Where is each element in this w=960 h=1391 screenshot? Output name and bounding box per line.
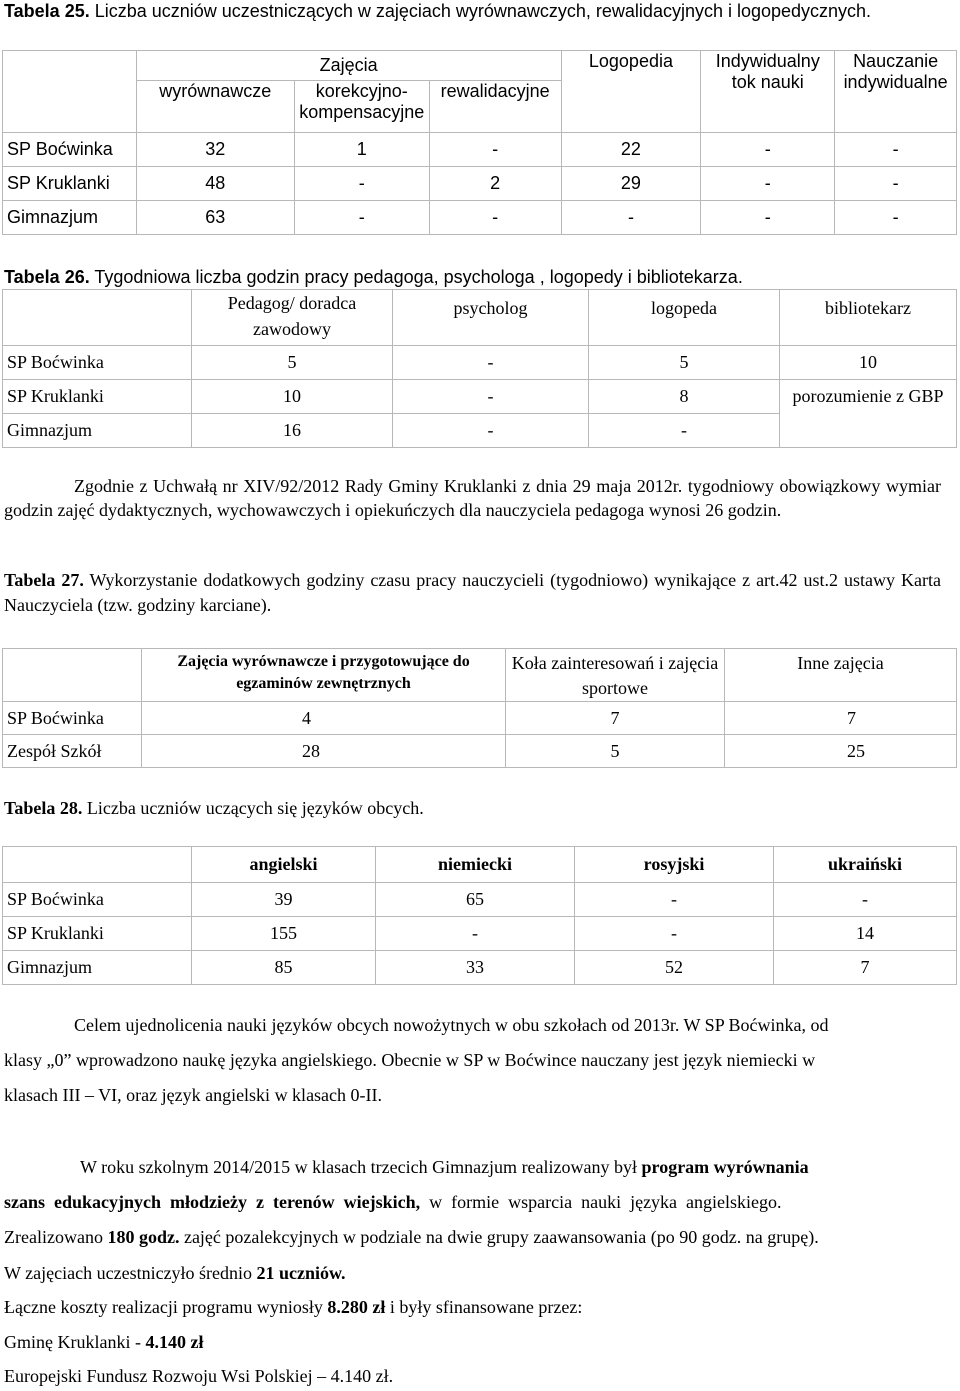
table-25 xyxy=(2,50,957,235)
table-27 xyxy=(2,648,957,768)
cell: 7 xyxy=(725,702,957,735)
table-row xyxy=(3,133,957,167)
bold-text: 180 godz. xyxy=(107,1227,180,1247)
header-pedagog: Pedagog/ doradca zawodowy xyxy=(192,290,393,346)
caption-label: Tabela 27. xyxy=(4,570,84,590)
cell: - xyxy=(429,201,561,235)
cell: 16 xyxy=(192,414,393,448)
header-rewalidacyjne: rewalidacyjne xyxy=(429,81,561,133)
paragraph-program-line-7: Europejski Fundusz Rozwoju Wsi Polskiej – 4.140 zł. xyxy=(4,1366,394,1386)
table-row xyxy=(3,346,957,380)
cell: 22 xyxy=(561,133,701,167)
paragraph-uchwala: Zgodnie z Uchwałą nr XIV/92/2012 Rady Gminy Kruklanki z dnia 29 maja 2012r. tygodniowy obowiązkowy wymiar godzin zajęć dydaktycznych, wychowawczych i opiekuńczych dla nauczyciela pedagoga wynosi 26 godzin. xyxy=(4,476,941,520)
header-zajecia: Zajęcia xyxy=(136,51,561,81)
cell: - xyxy=(835,133,957,167)
cell: - xyxy=(589,414,780,448)
row-label: SP Kruklanki xyxy=(3,167,137,201)
cell: 29 xyxy=(561,167,701,201)
table-corner xyxy=(3,649,142,702)
cell: - xyxy=(835,201,957,235)
header-logopeda: logopeda xyxy=(589,290,780,346)
table-row xyxy=(3,735,957,768)
cell: - xyxy=(376,917,575,951)
paragraph-jezyki-line-1: Celem ujednolicenia nauki języków obcych nowożytnych w obu szkołach od 2013r. W SP Boćwinka, od xyxy=(74,1015,829,1035)
bold-text: program wyrównania xyxy=(641,1157,809,1177)
bold-text: 4.140 zł xyxy=(145,1332,204,1352)
cell: 10 xyxy=(192,380,393,414)
paragraph-program-line-2 xyxy=(4,1190,782,1214)
table-row xyxy=(3,883,957,917)
text: i były sfinansowane przez: xyxy=(385,1297,583,1317)
cell: 28 xyxy=(142,735,506,768)
text: Łączne koszty realizacji programu wyniosły xyxy=(4,1297,328,1317)
header-kola-zainteresowan: Koła zainteresowań i zajęcia sportowe xyxy=(506,649,725,702)
cell: 52 xyxy=(575,951,774,985)
text: W zajęciach uczestniczyło średnio xyxy=(4,1263,257,1283)
header-inne-zajecia: Inne zajęcia xyxy=(725,649,957,702)
cell: - xyxy=(701,201,835,235)
table-row xyxy=(3,167,957,201)
cell: - xyxy=(701,133,835,167)
paragraph-program-line-3 xyxy=(4,1225,819,1249)
table-row xyxy=(3,380,957,414)
paragraph-jezyki-line-2: klasy „0” wprowadzono naukę języka angielskiego. Obecnie w SP w Boćwince nauczany jest język niemiecki w xyxy=(4,1050,816,1070)
table-25-caption xyxy=(4,0,944,23)
text: Gminę Kruklanki - xyxy=(4,1332,146,1352)
cell: - xyxy=(774,883,957,917)
caption-label: Tabela 26. xyxy=(4,267,90,287)
caption-text: Tygodniowa liczba godzin pracy pedagoga, psychologa , logopedy i bibliotekarza. xyxy=(89,267,743,287)
paragraph-program-line-6 xyxy=(4,1330,203,1354)
header-bibliotekarz: bibliotekarz xyxy=(780,290,957,346)
paragraph-program-line-5 xyxy=(4,1295,582,1319)
cell: 14 xyxy=(774,917,957,951)
merged-cell: porozumienie z GBP xyxy=(780,380,957,448)
text: W roku szkolnym 2014/2015 w klasach trzecich Gimnazjum realizowany był xyxy=(80,1157,642,1177)
cell: 4 xyxy=(142,702,506,735)
bold-text: szans edukacyjnych młodzieży z terenów wiejskich, xyxy=(4,1192,421,1212)
cell: 65 xyxy=(376,883,575,917)
table-corner xyxy=(3,51,137,133)
cell: - xyxy=(294,201,429,235)
text: zajęć pozalekcyjnych w podziale na dwie grupy zaawansowania (po 90 godz. na grupę). xyxy=(179,1227,819,1247)
header-angielski: angielski xyxy=(192,847,376,883)
row-label: SP Kruklanki xyxy=(3,917,192,951)
cell: - xyxy=(429,133,561,167)
cell: 32 xyxy=(136,133,294,167)
caption-label: Tabela 28. xyxy=(4,798,83,818)
cell: 25 xyxy=(725,735,957,768)
header-logopedia: Logopedia xyxy=(561,51,701,133)
cell: - xyxy=(575,917,774,951)
caption-label: Tabela 25. xyxy=(4,1,90,21)
header-zajecia-wyrownawcze: Zajęcia wyrównawcze i przygotowujące do egzaminów zewnętrznych xyxy=(142,649,506,702)
cell: - xyxy=(294,167,429,201)
cell: 10 xyxy=(780,346,957,380)
table-row xyxy=(3,702,957,735)
table-28-caption xyxy=(4,796,424,820)
row-label: SP Kruklanki xyxy=(3,380,192,414)
header-niemiecki: niemiecki xyxy=(376,847,575,883)
table-26 xyxy=(2,289,957,448)
table-row xyxy=(3,951,957,985)
row-label: Zespół Szkół xyxy=(3,735,142,768)
table-26-caption xyxy=(4,266,743,289)
cell: 63 xyxy=(136,201,294,235)
cell: 39 xyxy=(192,883,376,917)
text: Zrealizowano xyxy=(4,1227,108,1247)
table-corner xyxy=(3,847,192,883)
row-label: SP Boćwinka xyxy=(3,702,142,735)
cell: 5 xyxy=(506,735,725,768)
cell: 7 xyxy=(506,702,725,735)
caption-text: Wykorzystanie dodatkowych godziny czasu pracy nauczycieli (tygodniowo) wynikające z art.42 ust.2 ustawy Karta Nauczyciela (tzw. godziny karciane). xyxy=(4,570,941,615)
cell: 2 xyxy=(429,167,561,201)
text: w formie wsparcia nauki języka angielskiego. xyxy=(420,1192,782,1212)
table-27-caption xyxy=(4,568,941,618)
row-label: Gimnazjum xyxy=(3,951,192,985)
cell: 1 xyxy=(294,133,429,167)
table-row xyxy=(3,917,957,951)
cell: 48 xyxy=(136,167,294,201)
cell: 155 xyxy=(192,917,376,951)
cell: - xyxy=(393,380,589,414)
header-rosyjski: rosyjski xyxy=(575,847,774,883)
header-nauczanie-indywidualne: Nauczanie indywidualne xyxy=(835,51,957,133)
cell: - xyxy=(561,201,701,235)
cell: 7 xyxy=(774,951,957,985)
cell: - xyxy=(835,167,957,201)
header-wyrownawcze: wyrównawcze xyxy=(136,81,294,133)
cell: - xyxy=(701,167,835,201)
cell: - xyxy=(393,414,589,448)
caption-text: Liczba uczniów uczestniczących w zajęciach wyrównawczych, rewalidacyjnych i logopedycznych. xyxy=(89,1,872,21)
row-label: Gimnazjum xyxy=(3,201,137,235)
cell: 8 xyxy=(589,380,780,414)
cell: 5 xyxy=(589,346,780,380)
paragraph-jezyki-line-3: klasach III – VI, oraz język angielski w klasach 0-II. xyxy=(4,1085,383,1105)
cell: 85 xyxy=(192,951,376,985)
header-indywidualny-tok: Indywidualny tok nauki xyxy=(701,51,835,133)
caption-text: Liczba uczniów uczących się języków obcych. xyxy=(82,798,424,818)
paragraph-program-line-4 xyxy=(4,1261,346,1285)
table-28 xyxy=(2,846,957,985)
cell: 33 xyxy=(376,951,575,985)
row-label: SP Boćwinka xyxy=(3,883,192,917)
cell: 5 xyxy=(192,346,393,380)
cell: - xyxy=(575,883,774,917)
row-label: Gimnazjum xyxy=(3,414,192,448)
header-psycholog: psycholog xyxy=(393,290,589,346)
bold-text: 21 uczniów. xyxy=(256,1263,346,1283)
table-row xyxy=(3,201,957,235)
header-korekcyjno: korekcyjno-kompensacyjne xyxy=(294,81,429,133)
table-corner xyxy=(3,290,192,346)
bold-text: 8.280 zł xyxy=(327,1297,386,1317)
cell: - xyxy=(393,346,589,380)
row-label: SP Boćwinka xyxy=(3,133,137,167)
row-label: SP Boćwinka xyxy=(3,346,192,380)
paragraph-program-line-1 xyxy=(80,1155,809,1179)
header-ukrainski: ukraiński xyxy=(774,847,957,883)
